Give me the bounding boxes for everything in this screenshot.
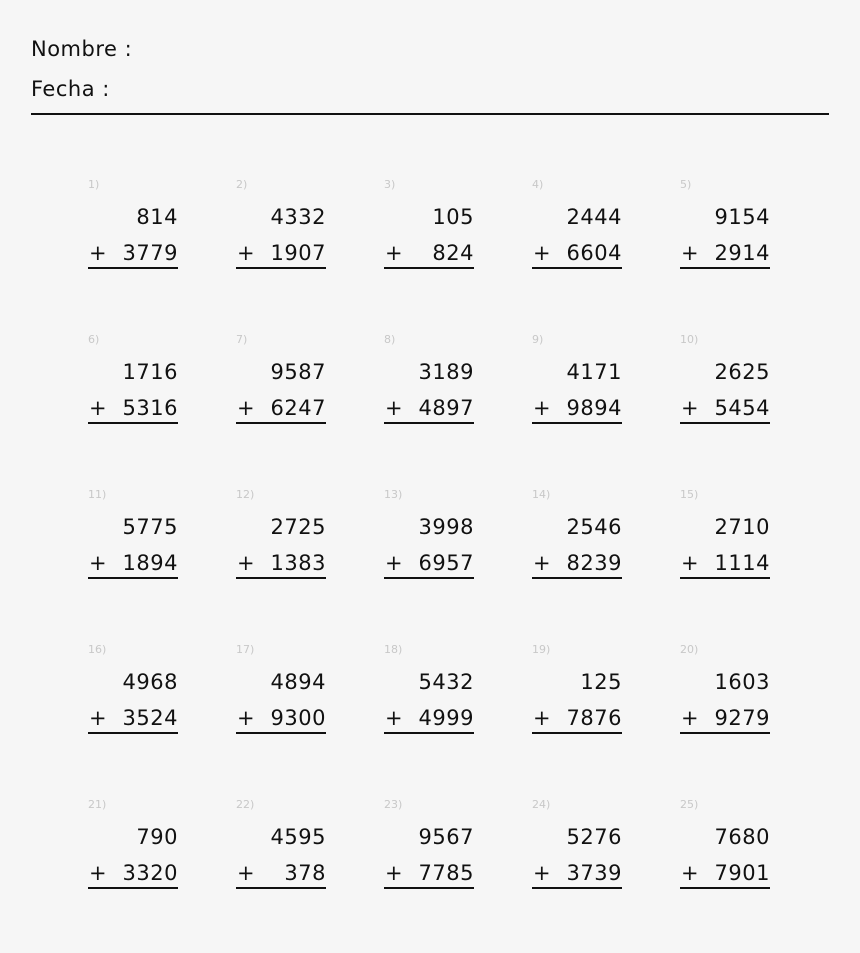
plus-sign: + xyxy=(237,396,256,420)
date-label: Fecha : xyxy=(31,77,110,101)
plus-sign: + xyxy=(385,861,404,885)
top-addend: 9154 xyxy=(714,205,770,229)
addition-problem xyxy=(88,643,178,743)
plus-sign: + xyxy=(681,241,700,265)
bottom-row xyxy=(88,705,178,733)
bottom-row xyxy=(532,240,622,268)
plus-sign: + xyxy=(681,551,700,575)
top-addend: 5432 xyxy=(418,670,474,694)
answer-line xyxy=(236,887,326,889)
top-addend: 9587 xyxy=(270,360,326,384)
addition-problem xyxy=(532,643,622,743)
addition-problem xyxy=(532,798,622,898)
bottom-row xyxy=(384,705,474,733)
bottom-row xyxy=(384,395,474,423)
addition-problem xyxy=(532,178,622,278)
answer-line xyxy=(532,267,622,269)
plus-sign: + xyxy=(385,551,404,575)
problem-number: 11) xyxy=(88,488,107,501)
top-addend: 790 xyxy=(136,825,178,849)
answer-line xyxy=(680,267,770,269)
answer-line xyxy=(532,577,622,579)
problem-number: 4) xyxy=(532,178,544,191)
bottom-addend: 1907 xyxy=(270,241,326,265)
bottom-addend: 7785 xyxy=(418,861,474,885)
bottom-row xyxy=(384,550,474,578)
top-addend: 4894 xyxy=(270,670,326,694)
addition-problem xyxy=(680,333,770,433)
addition-problem xyxy=(384,488,474,588)
bottom-addend: 9279 xyxy=(714,706,770,730)
top-addend: 9567 xyxy=(418,825,474,849)
problem-number: 2) xyxy=(236,178,248,191)
answer-line xyxy=(88,267,178,269)
plus-sign: + xyxy=(533,706,552,730)
top-addend: 2546 xyxy=(566,515,622,539)
worksheet-header xyxy=(31,36,829,116)
bottom-addend: 1383 xyxy=(270,551,326,575)
addition-problem xyxy=(680,488,770,588)
plus-sign: + xyxy=(237,706,256,730)
bottom-row xyxy=(236,395,326,423)
problem-number: 3) xyxy=(384,178,396,191)
bottom-row xyxy=(88,860,178,888)
answer-line xyxy=(532,422,622,424)
answer-line xyxy=(532,887,622,889)
top-addend: 7680 xyxy=(714,825,770,849)
plus-sign: + xyxy=(385,241,404,265)
bottom-row xyxy=(532,550,622,578)
answer-line xyxy=(680,422,770,424)
plus-sign: + xyxy=(89,861,108,885)
answer-line xyxy=(88,887,178,889)
bottom-addend: 3320 xyxy=(122,861,178,885)
bottom-row xyxy=(236,240,326,268)
bottom-addend: 3779 xyxy=(122,241,178,265)
addition-problem xyxy=(236,643,326,743)
answer-line xyxy=(680,577,770,579)
problem-number: 23) xyxy=(384,798,403,811)
bottom-addend: 378 xyxy=(284,861,326,885)
bottom-addend: 7901 xyxy=(714,861,770,885)
bottom-row xyxy=(680,860,770,888)
top-addend: 814 xyxy=(136,205,178,229)
top-addend: 5775 xyxy=(122,515,178,539)
bottom-addend: 6957 xyxy=(418,551,474,575)
bottom-addend: 8239 xyxy=(566,551,622,575)
answer-line xyxy=(236,732,326,734)
plus-sign: + xyxy=(89,241,108,265)
problem-number: 5) xyxy=(680,178,692,191)
plus-sign: + xyxy=(89,551,108,575)
addition-problem xyxy=(236,488,326,588)
problem-number: 21) xyxy=(88,798,107,811)
answer-line xyxy=(384,267,474,269)
answer-line xyxy=(680,887,770,889)
bottom-addend: 5316 xyxy=(122,396,178,420)
plus-sign: + xyxy=(385,706,404,730)
plus-sign: + xyxy=(237,241,256,265)
addition-problem xyxy=(384,643,474,743)
bottom-row xyxy=(88,395,178,423)
bottom-row xyxy=(532,860,622,888)
addition-problem xyxy=(236,178,326,278)
top-addend: 4595 xyxy=(270,825,326,849)
bottom-row xyxy=(88,550,178,578)
top-addend: 1603 xyxy=(714,670,770,694)
problem-number: 16) xyxy=(88,643,107,656)
answer-line xyxy=(88,732,178,734)
problem-number: 18) xyxy=(384,643,403,656)
top-addend: 2725 xyxy=(270,515,326,539)
plus-sign: + xyxy=(681,861,700,885)
problem-number: 1) xyxy=(88,178,100,191)
problem-number: 14) xyxy=(532,488,551,501)
answer-line xyxy=(384,887,474,889)
bottom-row xyxy=(384,860,474,888)
problem-number: 8) xyxy=(384,333,396,346)
answer-line xyxy=(384,732,474,734)
top-addend: 4332 xyxy=(270,205,326,229)
bottom-addend: 9300 xyxy=(270,706,326,730)
problem-number: 10) xyxy=(680,333,699,346)
bottom-row xyxy=(680,550,770,578)
plus-sign: + xyxy=(533,241,552,265)
addition-problem xyxy=(236,333,326,433)
top-addend: 125 xyxy=(580,670,622,694)
answer-line xyxy=(680,732,770,734)
problem-number: 17) xyxy=(236,643,255,656)
addition-problem xyxy=(532,488,622,588)
problem-grid xyxy=(88,178,788,953)
answer-line xyxy=(384,577,474,579)
answer-line xyxy=(384,422,474,424)
bottom-addend: 3739 xyxy=(566,861,622,885)
bottom-addend: 3524 xyxy=(122,706,178,730)
top-addend: 1716 xyxy=(122,360,178,384)
bottom-row xyxy=(236,550,326,578)
bottom-row xyxy=(384,240,474,268)
bottom-addend: 2914 xyxy=(714,241,770,265)
plus-sign: + xyxy=(385,396,404,420)
problem-number: 6) xyxy=(88,333,100,346)
addition-problem xyxy=(384,333,474,433)
bottom-addend: 7876 xyxy=(566,706,622,730)
problem-number: 25) xyxy=(680,798,699,811)
plus-sign: + xyxy=(681,396,700,420)
plus-sign: + xyxy=(681,706,700,730)
name-label: Nombre : xyxy=(31,37,133,61)
top-addend: 4968 xyxy=(122,670,178,694)
bottom-addend: 4897 xyxy=(418,396,474,420)
problem-number: 22) xyxy=(236,798,255,811)
bottom-addend: 6604 xyxy=(566,241,622,265)
addition-problem xyxy=(88,798,178,898)
addition-problem xyxy=(680,798,770,898)
answer-line xyxy=(236,422,326,424)
addition-problem xyxy=(384,798,474,898)
addition-problem xyxy=(236,798,326,898)
top-addend: 5276 xyxy=(566,825,622,849)
addition-problem xyxy=(88,178,178,278)
bottom-addend: 1114 xyxy=(714,551,770,575)
plus-sign: + xyxy=(533,396,552,420)
plus-sign: + xyxy=(237,551,256,575)
bottom-row xyxy=(236,860,326,888)
addition-problem xyxy=(680,643,770,743)
problem-number: 7) xyxy=(236,333,248,346)
problem-number: 20) xyxy=(680,643,699,656)
top-addend: 2444 xyxy=(566,205,622,229)
bottom-addend: 9894 xyxy=(566,396,622,420)
bottom-row xyxy=(236,705,326,733)
problem-number: 19) xyxy=(532,643,551,656)
bottom-row xyxy=(88,240,178,268)
top-addend: 2710 xyxy=(714,515,770,539)
top-addend: 3998 xyxy=(418,515,474,539)
addition-problem xyxy=(680,178,770,278)
addition-problem xyxy=(88,488,178,588)
bottom-addend: 1894 xyxy=(122,551,178,575)
top-addend: 105 xyxy=(432,205,474,229)
plus-sign: + xyxy=(237,861,256,885)
problem-number: 24) xyxy=(532,798,551,811)
bottom-addend: 6247 xyxy=(270,396,326,420)
answer-line xyxy=(236,577,326,579)
plus-sign: + xyxy=(89,706,108,730)
problem-number: 12) xyxy=(236,488,255,501)
bottom-row xyxy=(680,705,770,733)
addition-problem xyxy=(384,178,474,278)
bottom-row xyxy=(680,240,770,268)
bottom-addend: 824 xyxy=(432,241,474,265)
addition-problem xyxy=(532,333,622,433)
problem-number: 15) xyxy=(680,488,699,501)
answer-line xyxy=(88,422,178,424)
answer-line xyxy=(236,267,326,269)
answer-line xyxy=(532,732,622,734)
top-addend: 4171 xyxy=(566,360,622,384)
problem-number: 13) xyxy=(384,488,403,501)
answer-line xyxy=(88,577,178,579)
bottom-addend: 4999 xyxy=(418,706,474,730)
plus-sign: + xyxy=(533,861,552,885)
bottom-addend: 5454 xyxy=(714,396,770,420)
plus-sign: + xyxy=(89,396,108,420)
top-addend: 3189 xyxy=(418,360,474,384)
problem-number: 9) xyxy=(532,333,544,346)
top-addend: 2625 xyxy=(714,360,770,384)
bottom-row xyxy=(532,705,622,733)
bottom-row xyxy=(680,395,770,423)
bottom-row xyxy=(532,395,622,423)
plus-sign: + xyxy=(533,551,552,575)
addition-problem xyxy=(88,333,178,433)
header-divider xyxy=(31,113,829,115)
